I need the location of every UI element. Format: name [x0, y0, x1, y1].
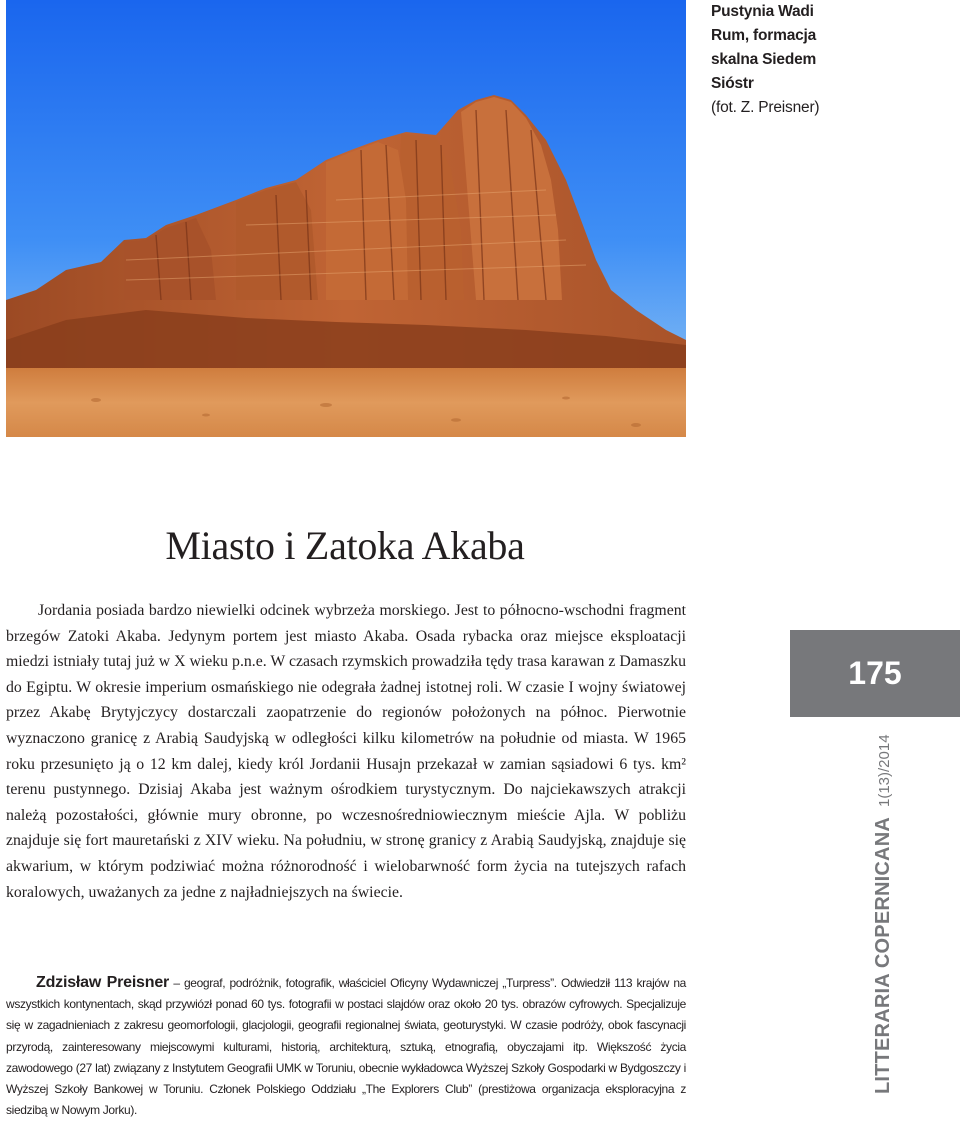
page-number: 175	[848, 655, 902, 691]
photo-caption-title: Pustynia Wadi Rum, formacja skalna Siedem Sióstr	[711, 3, 817, 92]
photo-caption	[711, 0, 851, 120]
article-paragraph: Jordania posiada bardzo niewielki odcinek wybrzeża morskiego. Jest to północno-wschodni fragment brzegów Zatoki Akaba. Jedynym portem jest miasto Akaba. Osada rybacka oraz miejsce eksploatacji miedzi istniały tutaj już w X wieku p.n.e. W czasach rzymskich prowadziła tędy trasa karawan z Damaszku do Egiptu. W okresie imperium osmańskiego nie odegrała żadnej istotnej roli. W czasie I wojny światowej przez Akabę Brytyjczycy dostarczali zaopatrzenie do regionów położonych na północ. Pierwotnie wyznaczono granicę z Arabią Saudyjską w odległości kilku kilometrów na południe od miasta. W 1965 roku przesunięto ją o 12 km dalej, kiedy król Jordanii Husajn przekazał w zamian sąsiadowi 6 tys. km² terenu pustynnego. Dzisiaj Akaba jest ważnym ośrodkiem turystycznym. Do najciekawszych atrakcji należą pozostałości, głównie mury obronne, po wczesnośredniowiecznym mieście Ajla. W pobliżu znajduje się fort mauretański z XIV wieku. Na południu, w stronę granicy z Arabią Saudyjską, znajduje się akwarium, w którym podziwiać można różnorodność i wielobarwność form życia na tutejszych rafach koralowych, uważanych za jedne z najładniejszych na świecie.	[6, 602, 686, 901]
journal-name: LITTERARIA COPERNICANA	[872, 817, 894, 1094]
photo-credit: (fot. Z. Preisner)	[711, 99, 820, 116]
author-bio-text: – geograf, podróżnik, fotografik, właściciel Oficyny Wydawniczej „Turpress”. Odwiedził 113 krajów na wszystkich kontynentach, skąd przywiózł ponad 60 tys. fotografii w postaci slajdów oraz około 20 tys. obrazów cyfrowych. Specjalizuje się w zagadnieniach z zakresu geomorfologii, glacjologii, geografii regionalnej świata, geoturystyki. W czasie podróży, obok fascynacji przyrodą, zainteresowany miejscowymi kulturami, historią, architekturą, sztuką, etnografią, obyczajami itp. Większość życia zawodowego (27 lat) związany z Instytutem Geografii UMK w Toruniu, obecnie wykładowca Wyższej Szkoły Gospodarki w Bydgoszczy i Wyższej Szkoły Bankowej w Toruniu. Członek Polskiego Oddziału „The Explorers Club” (prestiżowa organizacja eksploracyjna z siedzibą w Nowym Jorku).	[6, 976, 686, 1118]
article-body	[6, 598, 686, 905]
journal-running-head	[872, 734, 894, 1094]
journal-issue: 1(13)/2014	[876, 734, 893, 807]
article-title: Miasto i Zatoka Akaba	[165, 523, 525, 568]
desert-rock-photo	[6, 0, 686, 437]
author-name: Zdzisław Preisner	[36, 974, 170, 991]
page-number-box	[790, 630, 960, 717]
